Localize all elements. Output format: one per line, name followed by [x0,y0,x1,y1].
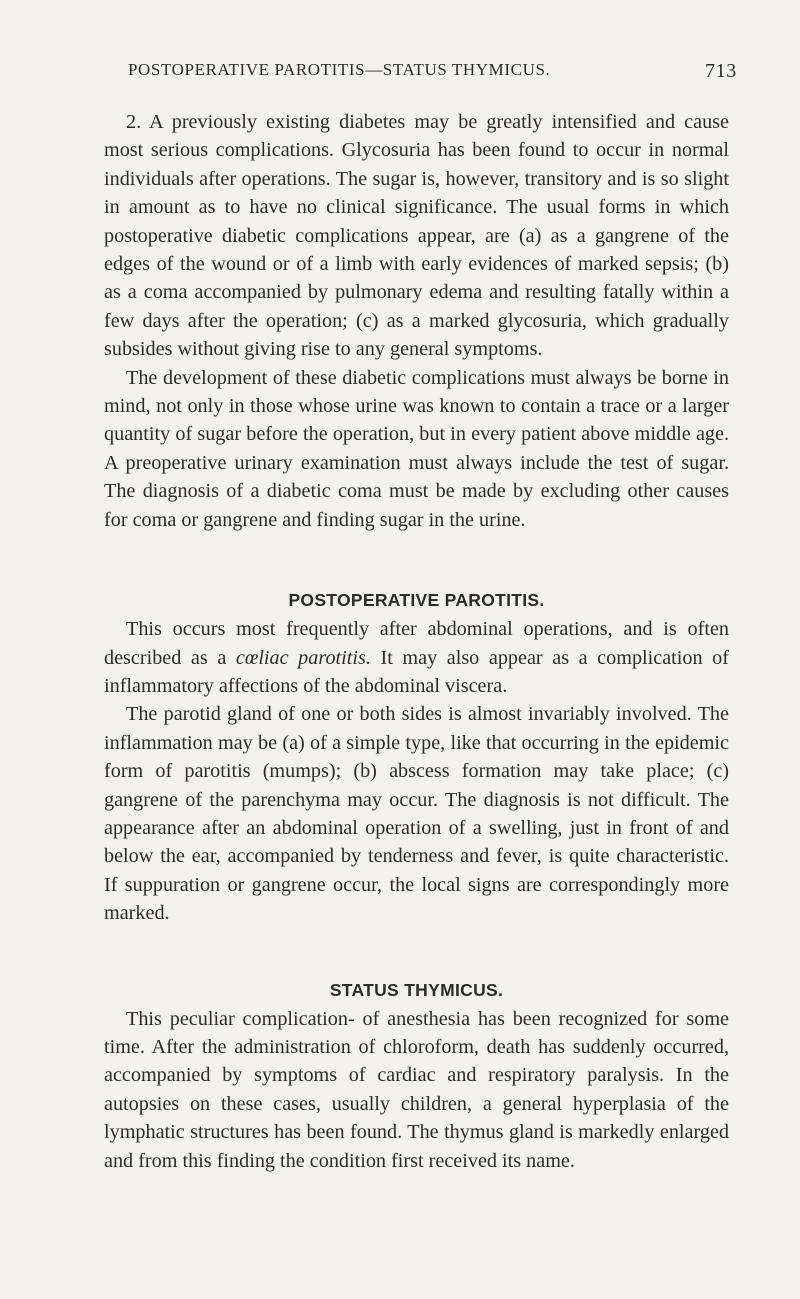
paragraph-status-thymicus: This peculiar complication- of anesthesia has been recognized for some time. After the administration of chloroform, death has suddenly occurred, accompanied by symptoms of cardiac and respiratory paralysis. In the autopsies on these cases, usually children, a general hyperplasia of the lymphatic structures has been found. The thymus gland is markedly enlarged and from this finding the condition first received its name. [104,1007,729,1172]
paragraph-parotitis-intro [104,615,729,700]
paragraph-diabetes-development: The development of these diabetic complications must always be borne in mind, not only in those whose urine was known to contain a trace or a larger quantity of sugar before the operation, but in every patient above middle age. A preoperative urinary examination must always include the test of sugar. The diagnosis of a diabetic coma must be made by excluding other causes for coma or gangrene and finding sugar in the urine. [104,366,729,531]
page-number: 713 [705,60,737,82]
running-head [128,60,737,82]
paragraph-parotitis-detail: The parotid gland of one or both sides is almost invariably involved. The inflammation may be (a) of a simple type, like that occurring in the epidemic form of parotitis (mumps); (b) abscess formation may take place; (c) gangrene of the parenchyma may occur. The diagnosis is not difficult. The appearance after an abdominal operation of a swelling, just in front of and below the ear, accompanied by tenderness and fever, is quite characteristic. If suppuration or gangrene occur, the local signs are correspondingly more marked. [104,703,729,925]
parotitis-intro-text: This occurs most frequently after abdominal operations, and is often described as a [104,618,729,669]
paragraph-diabetes: 2. A previously existing diabetes may be greatly intensified and cause most serious complications. Glycosuria has been found to occur in normal individuals after operations. The sugar is, however, transitory and is so slight in amount as to have no clinical significance. The usual forms in which postoperative diabetic complications appear, are (a) as a gangrene of the edges of the wound or of a limb with early evidences of marked sepsis; (b) as a coma accompanied by pulmonary edema and resulting fatally within a few days after the operation; (c) as a marked glycosuria, which gradually subsides without giving rise to any general symptoms. [104,111,729,361]
running-title: POSTOPERATIVE PAROTITIS—STATUS THYMICUS. [128,60,551,79]
section-heading-parotitis: POSTOPERATIVE PAROTITIS. [288,590,545,611]
coeliac-parotitis-term: cœliac parotitis. [235,646,371,669]
section-heading-status-thymicus: STATUS THYMICUS. [329,979,504,1000]
body-text [104,108,729,1175]
parotitis-intro-rest: It may also appear as a complication of inflammatory affections of the abdominal viscera. [104,646,729,697]
